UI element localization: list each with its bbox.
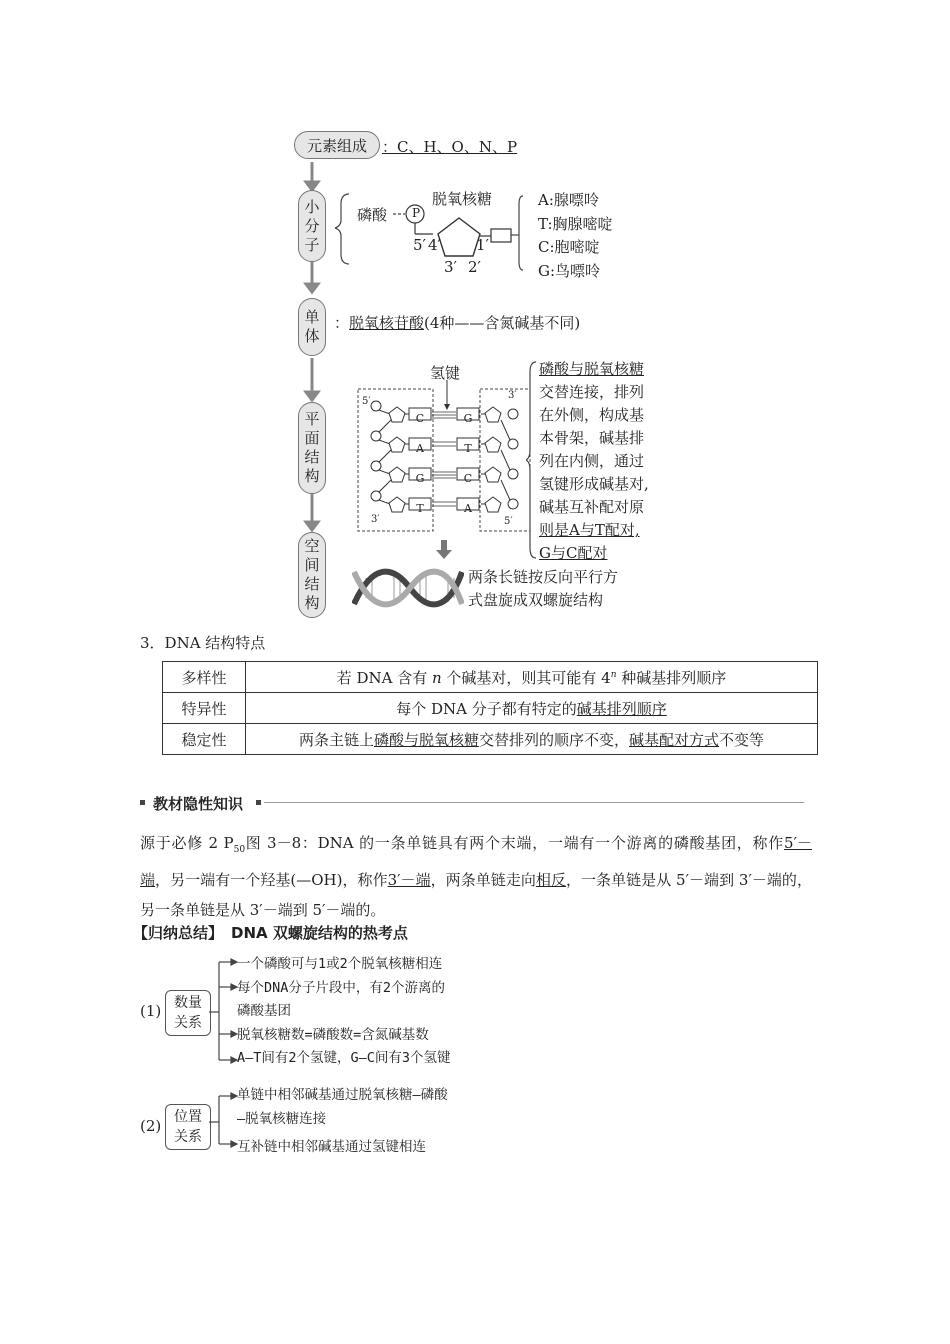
table-row <box>163 693 818 724</box>
list-item: 一个磷酸可与1或2个脱氧核糖相连 <box>237 956 443 972</box>
down-arrow-icon <box>436 540 452 560</box>
sugar-label: 脱氧核糖 <box>432 190 493 208</box>
monomer-pill: 单 体 <box>298 298 326 356</box>
double-helix-image <box>352 564 464 612</box>
group2-bracket <box>209 1086 239 1156</box>
planar-note: 磷酸与脱氧核糖 交替连接，排列 在外侧，构成基 本骨架，碱基排 列在内侧，通过 氢键形成碱基对, 碱基互补配对原 则是A与T配对, G与C配对 <box>539 360 649 562</box>
carbon-3-label: 3′ <box>444 258 457 276</box>
spatial-pill: 空 间 结 构 <box>298 532 326 618</box>
planar-pill: 平 面 结 构 <box>298 402 326 494</box>
monomer-text: ：脱氧核苷酸(4种——含氮碱基不同) <box>334 314 581 332</box>
list-item: 磷酸基团 <box>237 1003 291 1019</box>
base-g: G:鸟嘌呤 <box>538 261 601 280</box>
group2-number: (2) <box>140 1117 162 1135</box>
dna-planar-structure <box>355 380 535 535</box>
table-row <box>163 662 818 693</box>
carbon-4-label: 4′ <box>428 236 441 254</box>
carbon-2-label: 2′ <box>468 258 481 276</box>
list-item: 互补链中相邻碱基通过氢键相连 <box>237 1139 426 1155</box>
group1-box: 数量 关系 <box>165 990 211 1036</box>
feature-desc: 每个 DNA 分子都有特定的碱基排列顺序 <box>246 693 818 724</box>
base-t: T:胸腺嘧啶 <box>538 214 613 233</box>
base-list <box>538 189 613 283</box>
base-c: C:胞嘧啶 <box>538 238 600 256</box>
hidden-knowledge-title: 教材隐性知识 <box>153 795 244 813</box>
summary-heading: 【归纳总结】 DNA 双螺旋结构的热考点 <box>133 924 408 942</box>
group2-box: 位置 关系 <box>165 1104 211 1150</box>
hydrogen-bond-label: 氢键 <box>430 364 461 382</box>
right-bases: G T C A <box>463 412 473 515</box>
header-rule <box>264 802 804 803</box>
table-row <box>163 724 818 755</box>
right-bottom-end: 5′ <box>504 516 513 527</box>
bullet-square-icon <box>140 800 145 805</box>
phosphate-label: 磷酸 <box>357 206 388 224</box>
list-item: A—T间有2个氢键，G—C间有3个氢键 <box>237 1050 451 1066</box>
group1-bracket <box>209 954 239 1074</box>
carbon-1-label: 1′ <box>476 236 489 254</box>
list-item: 单链中相邻碱基通过脱氧核糖—磷酸 <box>237 1087 448 1103</box>
composition-pill: 元素组成 <box>294 131 380 159</box>
dna-features-table <box>162 661 818 755</box>
planar-brace <box>526 360 538 560</box>
left-top-end: 5′ <box>362 396 371 407</box>
carbon-5-label: 5′ <box>413 236 426 254</box>
left-bases: C A G T <box>415 412 425 515</box>
base-a: A:腺嘌呤 <box>538 191 599 209</box>
list-item: 每个DNA分子片段中，有2个游离的 <box>237 979 446 996</box>
composition-text: ：C、H、O、N、P <box>382 138 518 156</box>
section3-heading: 3．DNA 结构特点 <box>140 634 266 652</box>
list-item: —脱氧核糖连接 <box>237 1110 327 1127</box>
feature-desc: 两条主链上磷酸与脱氧核糖交替排列的顺序不变，碱基配对方式不变等 <box>246 724 818 755</box>
group2-items <box>237 1084 448 1160</box>
spatial-text: 两条长链按反向平行方 式盘旋成双螺旋结构 <box>468 568 619 609</box>
feature-name: 稳定性 <box>163 724 246 755</box>
hidden-knowledge-header <box>140 793 804 813</box>
bullet-square-icon <box>256 800 261 805</box>
feature-name: 多样性 <box>163 662 246 693</box>
group1-number: (1) <box>140 1002 162 1020</box>
feature-desc: 若 DNA 含有 n 个碱基对，则其可能有 4$^n$ 种碱基排列顺序 <box>246 662 818 693</box>
right-top-end: 3′ <box>508 390 517 401</box>
hidden-knowledge-paragraph: 源于必修 2 $P_{50}$图 3－8：DNA 的一条单链具有两个末端，一端有一个游离的磷酸基团，称作5′－端，另一端有一个羟基(—OH)，称作3′－端，两条单链走向相反，一条单链是从 5′－端到 3′－端的，另一条单链是从 3′－端到 5′－端的。 <box>140 834 812 919</box>
phosphate-symbol: P <box>411 206 421 220</box>
feature-name: 特异性 <box>163 693 246 724</box>
molecule-pill: 小 分 子 <box>298 190 326 262</box>
left-bottom-end: 3′ <box>371 514 380 525</box>
list-item: 脱氧核糖数=磷酸数=含氮碱基数 <box>237 1026 429 1043</box>
group1-items <box>237 953 451 1071</box>
